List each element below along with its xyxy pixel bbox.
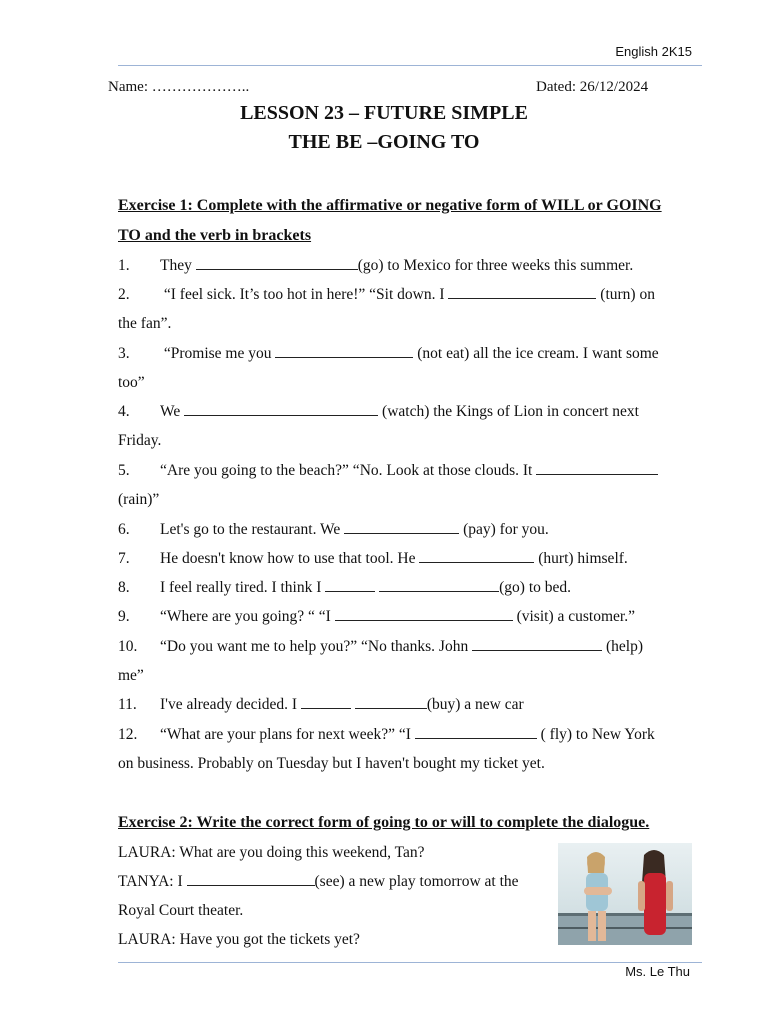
exercise1-item-3 — [118, 345, 659, 363]
dialogue-text: TANYA: I — [118, 873, 187, 890]
exercise1-item-5-cont: (rain)” — [118, 491, 160, 508]
exercise1-item-7 — [118, 550, 628, 568]
teacher-name: Ms. Le Thu — [625, 964, 690, 979]
item-text-end: ( fly) to New York — [536, 726, 655, 743]
item-text: We — [160, 403, 185, 420]
answer-blank-1[interactable] — [301, 707, 351, 709]
exercise1-item-12 — [118, 726, 655, 744]
item-text: “Where are you going? “ “I — [160, 608, 335, 625]
exercise1-item-4-cont: Friday. — [118, 432, 162, 449]
item-number: 10. — [118, 638, 138, 655]
item-text: “Do you want me to help you?” “No thanks. John — [160, 638, 473, 655]
item-number: 7. — [118, 550, 130, 567]
dialogue-line-1: LAURA: What are you doing this weekend, Tan? — [118, 844, 425, 861]
item-text: “Promise me you — [160, 345, 276, 362]
exercise1-heading-line1: Exercise 1: Complete with the affirmative or negative form of WILL or GOING — [118, 197, 662, 214]
header-divider — [118, 65, 702, 66]
exercise1-item-10 — [118, 638, 643, 656]
answer-blank[interactable] — [419, 561, 534, 563]
exercise1-item-1 — [118, 257, 633, 275]
item-number: 11. — [118, 696, 137, 713]
lesson-subtitle: THE BE –GOING TO — [288, 131, 480, 153]
answer-blank[interactable] — [448, 297, 596, 299]
footer-divider — [118, 962, 702, 963]
item-text-end: (turn) on — [596, 286, 655, 303]
exercise1-item-4 — [118, 403, 639, 421]
exercise1-item-5 — [118, 462, 658, 480]
item-text-end: (help) — [602, 638, 643, 655]
answer-blank[interactable] — [196, 268, 358, 270]
item-number: 3. — [118, 345, 130, 362]
lesson-title: LESSON 23 – FUTURE SIMPLE — [240, 102, 528, 124]
answer-blank[interactable] — [275, 356, 413, 358]
item-text: I feel really tired. I think I — [160, 579, 326, 596]
item-number: 12. — [118, 726, 138, 743]
answer-blank[interactable] — [335, 619, 513, 621]
answer-blank-2[interactable] — [379, 590, 499, 592]
item-number: 9. — [118, 608, 130, 625]
exercise1-item-3-cont: too” — [118, 374, 145, 391]
item-text: “What are your plans for next week?” “I — [160, 726, 415, 743]
exercise1-item-11 — [118, 696, 524, 714]
dialogue-text-end: (see) a new play tomorrow at the — [314, 873, 519, 890]
exercise1-item-12-cont: on business. Probably on Tuesday but I haven't bought my ticket yet. — [118, 755, 545, 772]
name-field-label: Name: ……………….. — [108, 79, 250, 95]
item-number: 4. — [118, 403, 130, 420]
answer-blank[interactable] — [184, 414, 378, 416]
dialogue-line-4: LAURA: Have you got the tickets yet? — [118, 931, 360, 948]
item-text-end: (go) to bed. — [499, 579, 572, 596]
item-number: 1. — [118, 257, 130, 274]
dialogue-line-3: Royal Court theater. — [118, 902, 244, 919]
exercise1-item-8 — [118, 579, 571, 597]
exercise1-item-6 — [118, 521, 549, 539]
answer-blank[interactable] — [344, 532, 459, 534]
answer-blank[interactable] — [536, 473, 658, 475]
item-number: 2. — [118, 286, 130, 303]
course-label: English 2K15 — [615, 44, 692, 59]
answer-blank[interactable] — [187, 884, 315, 886]
dialogue-line-2 — [118, 873, 519, 891]
item-text-end: (buy) a new car — [426, 696, 524, 713]
item-text: He doesn't know how to use that tool. He — [160, 550, 420, 567]
item-text-end: (not eat) all the ice cream. I want some — [413, 345, 659, 362]
exercise1-heading-line2: TO and the verb in brackets — [118, 227, 312, 244]
item-text: Let's go to the restaurant. We — [160, 521, 345, 538]
item-text: “Are you going to the beach?” “No. Look at those clouds. It — [160, 462, 537, 479]
item-text: They — [160, 257, 196, 274]
item-text: “I feel sick. It’s too hot in here!” “Sit down. I — [160, 286, 449, 303]
item-text-end: (go) to Mexico for three weeks this summer. — [357, 257, 634, 274]
item-text-end: (hurt) himself. — [534, 550, 628, 567]
item-text-end: (watch) the Kings of Lion in concert next — [378, 403, 639, 420]
item-text: I've already decided. I — [160, 696, 301, 713]
answer-blank[interactable] — [472, 649, 602, 651]
item-text-end: (pay) for you. — [459, 521, 549, 538]
exercise1-item-10-cont: me” — [118, 667, 144, 684]
exercise1-item-9 — [118, 608, 635, 626]
item-number: 6. — [118, 521, 130, 538]
exercise1-item-2-cont: the fan”. — [118, 315, 172, 332]
answer-blank[interactable] — [415, 737, 537, 739]
two-women-photo — [558, 843, 692, 945]
item-number: 8. — [118, 579, 130, 596]
answer-blank-2[interactable] — [355, 707, 427, 709]
date-label: Dated: 26/12/2024 — [536, 79, 649, 95]
item-text-end: (visit) a customer.” — [512, 608, 635, 625]
exercise1-item-2 — [118, 286, 655, 304]
answer-blank-1[interactable] — [325, 590, 375, 592]
exercise2-heading: Exercise 2: Write the correct form of going to or will to complete the dialogue. — [118, 814, 650, 831]
item-number: 5. — [118, 462, 130, 479]
